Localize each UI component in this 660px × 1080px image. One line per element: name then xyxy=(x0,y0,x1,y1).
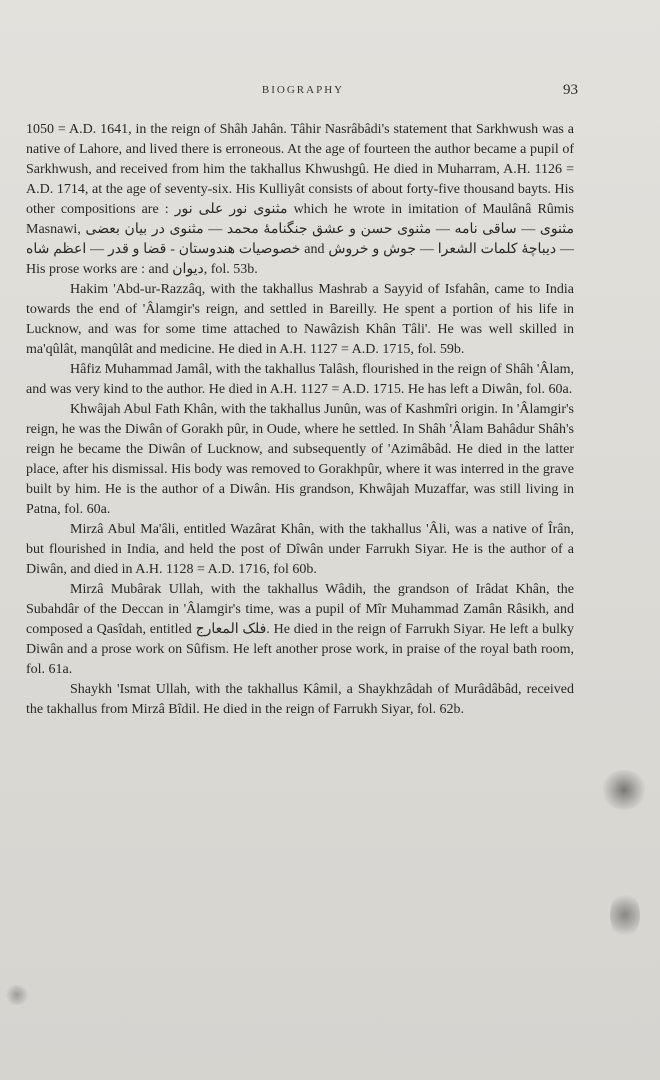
page-header xyxy=(28,84,578,106)
paragraph-entry-talash: Hâfiz Muhammad Jamâl, with the takhallus Talâsh, flourished in the reign of Shâh 'Âlam, and was very kind to the author. He died in A.H. 1127 = A.D. 1715. He has left a Diwân, fol. 60a. xyxy=(26,362,574,397)
page-number: 93 xyxy=(563,82,578,98)
paragraph-entry-junun: Khwâjah Abul Fath Khân, with the takhallus Junûn, was of Kashmîri origin. In 'Âlamgir's reign, he was the Diwân of Gorakh pûr, in Oude, where he settled. In Shâh 'Âlam Bahâdur Shâh's reign he became the Diwân of Lucknow, and subsequently of 'Azimâbâd. He died in the latter place, after his dismissal. His body was removed to Gorakhpûr, where it was interred in the grave built by him. He is the author of a Diwân. His grandson, Khwâjah Muzaffar, was still living in Patna, fol. 60a. xyxy=(26,402,574,517)
ink-smudge xyxy=(4,985,30,1005)
paragraph-continuation: 1050 = A.D. 1641, in the reign of Shâh Jahân. Tâhir Nasrâbâdi's statement that Sarkhwush was a native of Lahore, and lived there is erroneous. At the age of fourteen the author became a pupil of Sarkhwush, and received from him the takhallus Khwushgû. He died in Muharram, A.H. 1126 = A.D. 1714, at the age of seventy-six. His Kulliyât consists of about forty-five thousand bayts. His other compositions are : مثنوی نور علی نور which he wrote in imitation of Maulânâ Rûmis Masnawi, مثنوی — ساقی نامه — مثنوی حسن و عشق جنگنامهٔ محمد — مثنوی در بیان بعضی خصوصیات هندوستان - قضا و قدر — اعظم شاه and دیباچهٔ کلمات الشعرا — جوش و خروش — His prose works are : and دیوان, fol. 53b. xyxy=(26,122,575,277)
body-text xyxy=(26,120,574,720)
paragraph-entry-ali: Mirzâ Abul Ma'âli, entitled Wazârat Khân, with the takhallus 'Âli, was a native of Îrân, but flourished in India, and held the post of Dîwân under Farrukh Siyar. He is the author of a Diwân, and died in A.H. 1128 = A.D. 1716, fol 60b. xyxy=(26,522,574,577)
paragraph-entry-wadih: Mirzâ Mubârak Ullah, with the takhallus Wâdih, the grandson of Irâdat Khân, the Subahdâr of the Deccan in 'Âlamgir's time, was a pupil of Mîr Muhammad Zamân Râsikh, and composed a Qasîdah, entitled فلک المعارج. He died in the reign of Farrukh Siyar. He left a bulky Diwân and a prose work on Sûfism. He left another prose work, in praise of the royal bath room, fol. 61a. xyxy=(26,582,574,677)
paragraph-entry-mashrab: Hakim 'Abd-ur-Razzâq, with the takhallus Mashrab a Sayyid of Isfahân, came to India towards the end of 'Âlamgir's reign, and settled in Bareilly. He spent a portion of his life in Lucknow, and was for some time attached to Nawâzish Khân Tâli'. He was well skilled in ma'qûlât, manqûlât and medicine. He died in A.H. 1127 = A.D. 1715, fol. 59b. xyxy=(26,282,574,357)
ink-smudge xyxy=(600,770,648,810)
running-head: BIOGRAPHY xyxy=(261,84,345,96)
paragraph-entry-kamil: Shaykh 'Ismat Ullah, with the takhallus Kâmil, a Shaykhzâdah of Murâdâbâd, received the takhallus from Mirzâ Bîdil. He died in the reign of Farrukh Siyar, fol. 62b. xyxy=(26,682,574,717)
ink-smudge xyxy=(610,890,640,940)
